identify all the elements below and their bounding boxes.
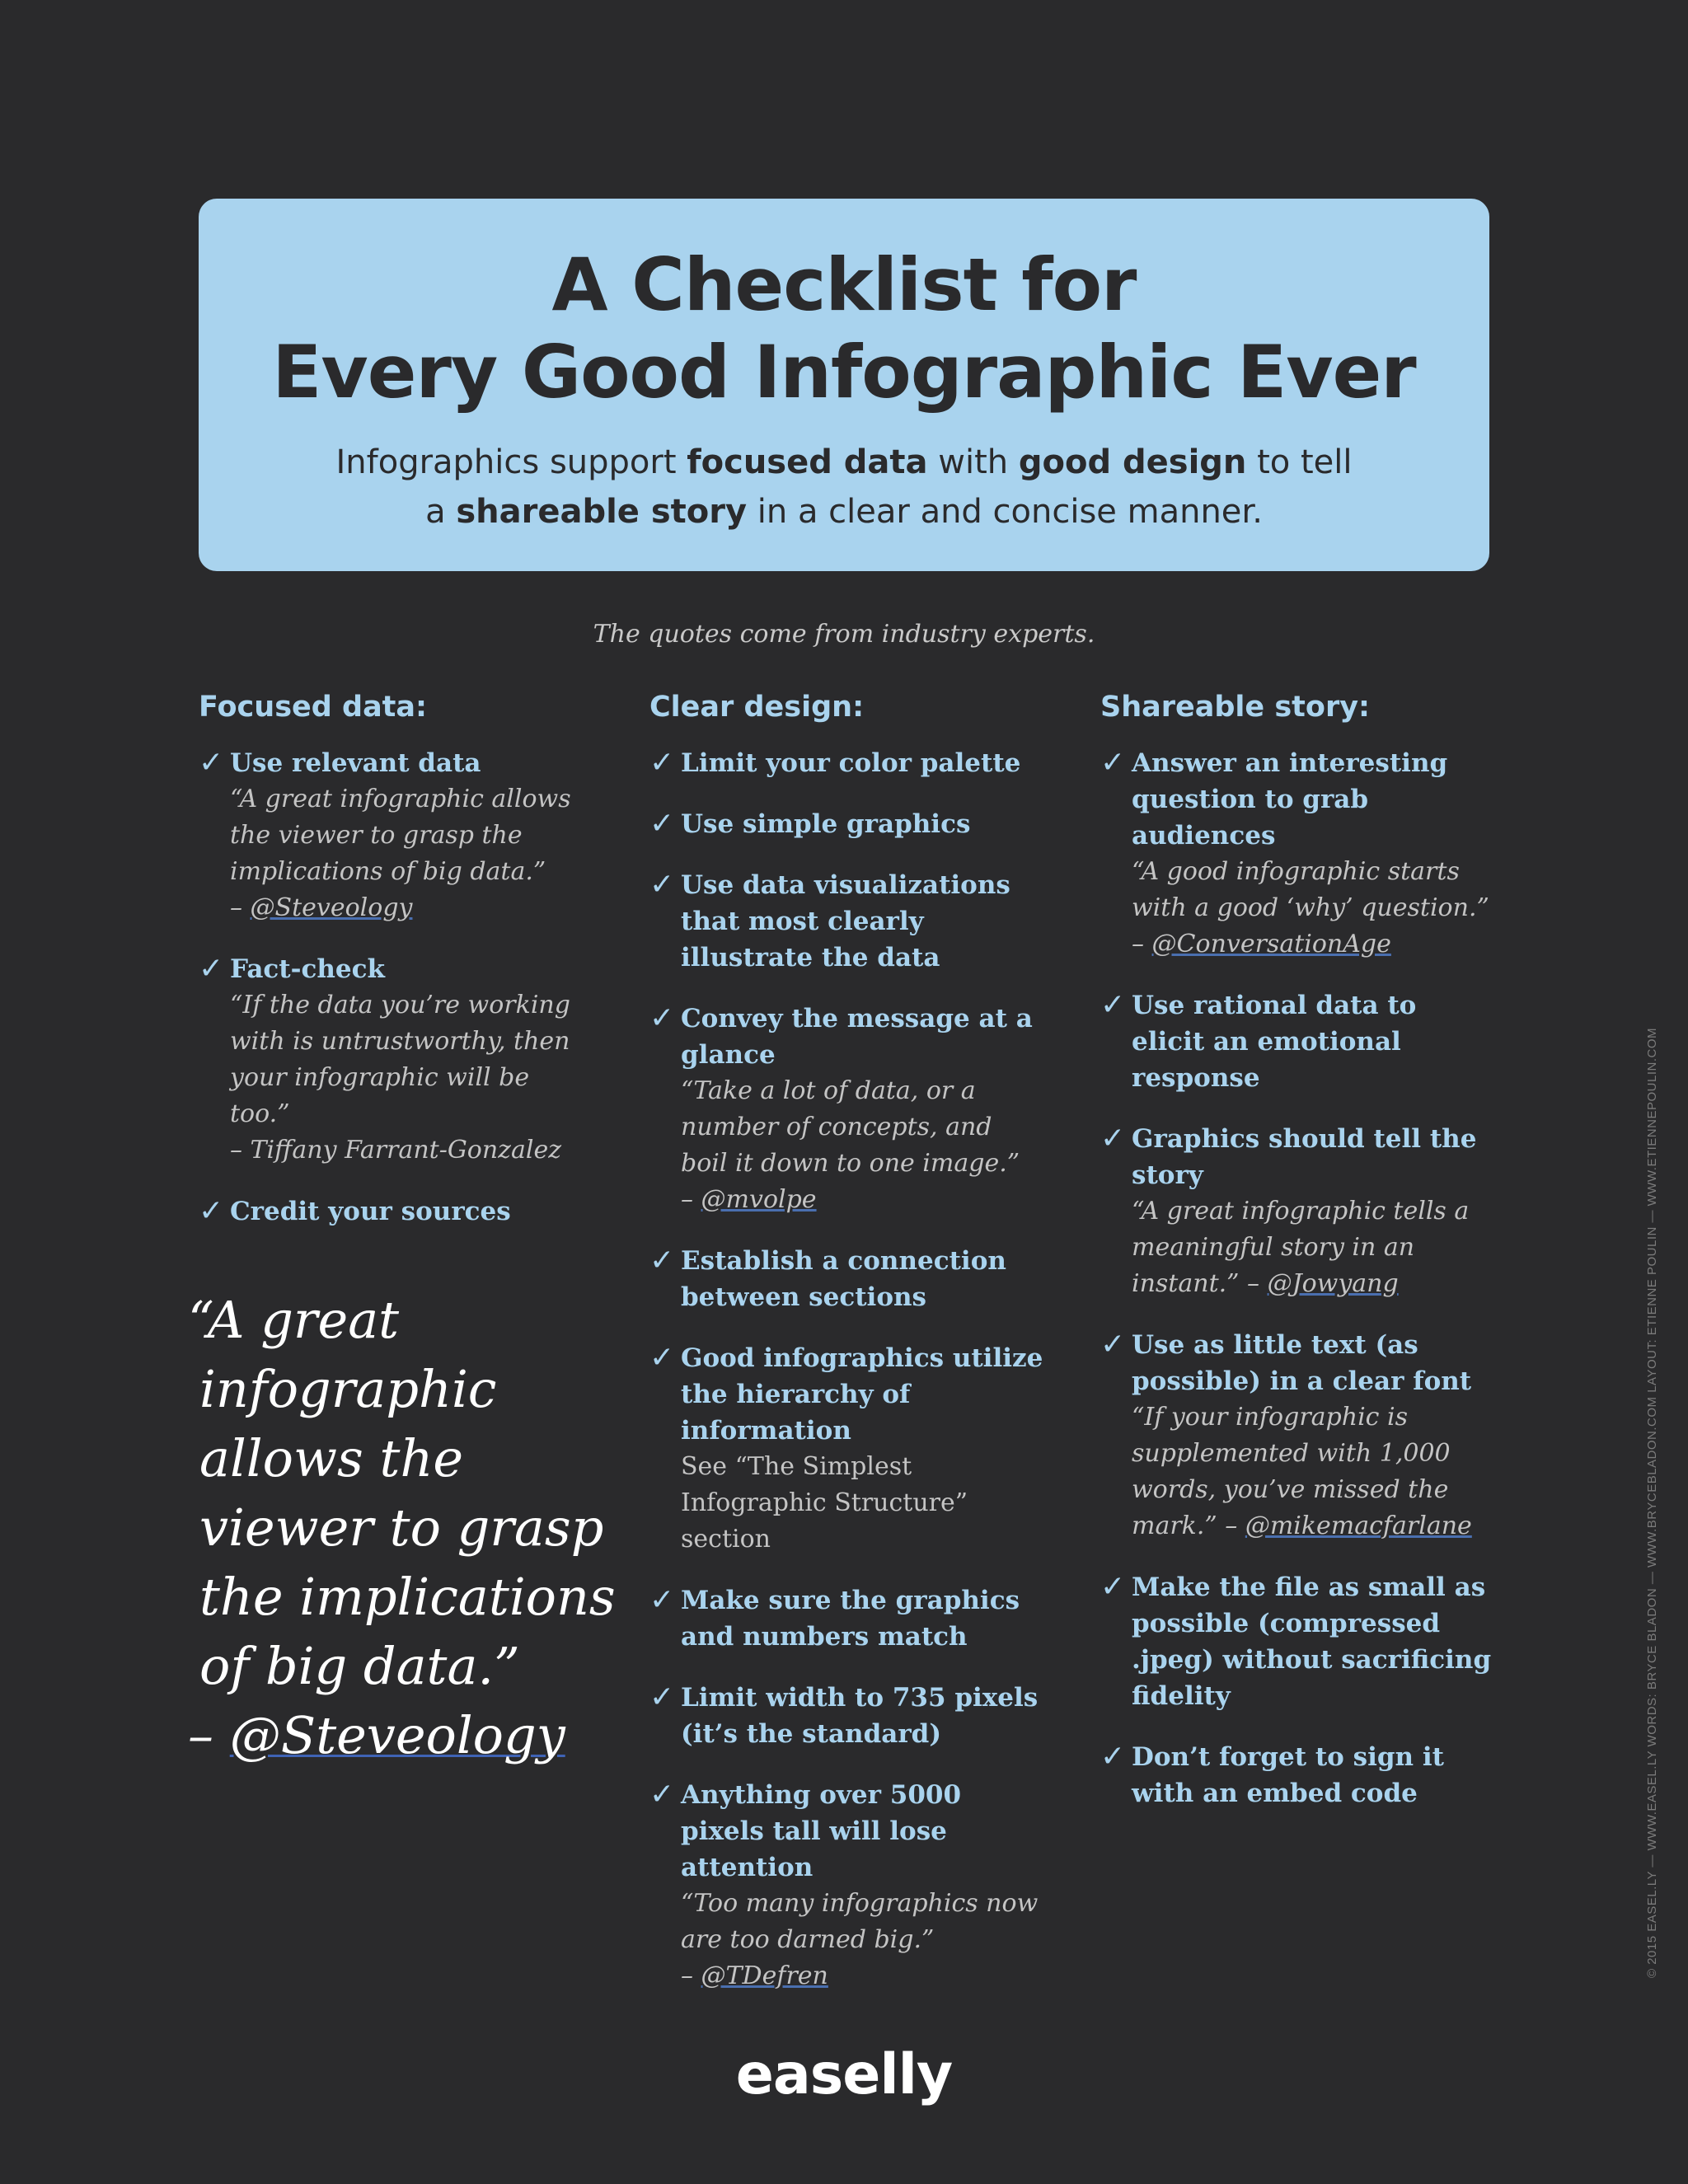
item-quote: “Too many infographics now are too darned big.” [681,1889,1039,1954]
attribution-dash: – [681,1961,701,1990]
subtitle-bold-text: focused data [687,443,928,481]
shareable-story-column [1100,691,1496,1836]
checkmark-icon: ✓ [1100,1328,1126,1361]
subtitle-line-1 [199,438,1489,487]
checkmark-icon: ✓ [649,1778,675,1811]
checkmark-icon: ✓ [649,1341,675,1375]
item-attribution [681,1958,1045,1994]
checklist-item [649,1243,1045,1315]
twitter-handle-link[interactable]: @Jowyang [1267,1269,1399,1298]
checklist-item [199,745,586,926]
checklist-item [649,1777,1045,1994]
item-attribution [1132,926,1496,963]
checklist-item [649,806,1045,842]
checkmark-icon: ✓ [199,1194,224,1228]
item-title: Convey the message at a glance [681,1004,1033,1070]
checkmark-icon: ✓ [1100,746,1126,780]
open-quote-mark: “ [188,1290,208,1350]
clear-design-column [649,691,1045,2019]
item-title: Make sure the graphics and numbers match [681,1586,1020,1652]
twitter-handle-link[interactable]: @Steveology [229,1705,565,1765]
item-attribution [681,1182,1045,1218]
item-title: Limit your color palette [681,748,1021,778]
item-note: See “The Simplest Infographic Structure” section [681,1452,968,1554]
checklist-item [649,1680,1045,1752]
twitter-handle-link[interactable]: @Steveology [250,893,413,922]
pull-quote-attribution [188,1705,565,1765]
item-title: Use simple graphics [681,809,971,839]
checkmark-icon: ✓ [649,746,675,780]
item-title: Credit your sources [230,1197,511,1226]
item-title: Use as little text (as possible) in a clear font [1132,1330,1472,1396]
item-quote: “If the data you’re working with is untrustworthy, then your infographic will be too.” [230,991,570,1128]
item-quote [1132,1399,1496,1544]
pull-quote [188,1286,649,1770]
item-title: Don’t forget to sign it with an embed code [1132,1742,1444,1808]
checklist-item [1100,987,1496,1096]
item-title: Use data visualizations that most clearly illustrate the data [681,870,1010,972]
twitter-handle-link[interactable]: @mikemacfarlane [1245,1511,1472,1540]
subtitle-text: a [425,493,457,531]
item-quote: “A great infographic allows the viewer to grasp the implications of big data.” [230,785,571,886]
item-title: Answer an interesting question to grab audiences [1132,748,1448,851]
twitter-handle-link[interactable]: @ConversationAge [1151,930,1391,958]
checklist-item [1100,1121,1496,1302]
checklist-item [649,1582,1045,1655]
subtitle-text: in a clear and concise manner. [747,493,1263,531]
checklist-item [199,951,586,1169]
checkmark-icon: ✓ [649,868,675,902]
page-subtitle [199,438,1489,537]
item-title: Fact-check [230,954,385,984]
checkmark-icon: ✓ [649,1680,675,1714]
twitter-handle-link[interactable]: @TDefren [701,1961,828,1990]
checkmark-icon: ✓ [199,746,224,780]
subtitle-bold-text: good design [1018,443,1247,481]
item-title: Make the file as small as possible (compressed .jpeg) without sacrificing fidelity [1132,1572,1492,1711]
checkmark-icon: ✓ [649,1244,675,1277]
pull-quote-text [188,1286,649,1701]
checklist-item [649,1001,1045,1218]
checkmark-icon: ✓ [1100,1122,1126,1155]
checklist-item [1100,1739,1496,1811]
subtitle-text: with [927,443,1019,481]
quote-text: “A great infographic tells a meaningful story in an instant.” – [1132,1197,1470,1298]
column-heading: Shareable story: [1100,691,1371,724]
item-title: Anything over 5000 pixels tall will lose attention [681,1780,962,1882]
checkmark-icon: ✓ [649,1001,675,1035]
credits-text: © 2015 EASEL.LY — WWW.EASEL.LY WORDS: BRYCE BLADON — WWW.BRYCEBLADON.COM LAYOUT: ETIENNE POULIN — WWW.ETIENNEPOULIN.COM [1645,1028,1659,1978]
subtitle-line-2 [199,487,1489,537]
checklist-item [199,1193,586,1230]
checkmark-icon: ✓ [649,1583,675,1617]
quotes-note: The quotes come from industry experts. [593,620,1095,649]
item-title: Graphics should tell the story [1132,1124,1477,1190]
column-heading: Focused data: [199,691,428,724]
checkmark-icon: ✓ [649,807,675,841]
item-title: Establish a connection between sections [681,1246,1006,1312]
title-line-1: A Checklist for [551,242,1137,327]
checkmark-icon: ✓ [1100,1740,1126,1774]
title-line-2: Every Good Infographic Ever [272,330,1416,415]
checklist-item [649,745,1045,781]
attribution-dash: – [681,1185,701,1214]
column-heading: Clear design: [649,691,865,724]
item-attribution [230,890,586,926]
easelly-logo: easelly [735,2042,953,2107]
attribution-dash: – [1132,930,1152,958]
item-quote [1132,1193,1496,1302]
page-title [199,241,1489,416]
item-title: Limit width to 735 pixels (it’s the standard) [681,1683,1039,1749]
focused-data-column [199,691,586,1254]
item-quote: “Take a lot of data, or a number of concepts, and boil it down to one image.” [681,1076,1020,1178]
checkmark-icon: ✓ [1100,1570,1126,1604]
checklist-item [1100,1569,1496,1714]
header-banner [199,199,1489,571]
subtitle-text: Infographics support [335,443,687,481]
item-attribution: – Tiffany Farrant-Gonzalez [230,1136,562,1165]
checklist-item [1100,745,1496,963]
quote-text: “If your infographic is supplemented with 1,000 words, you’ve missed the mark.” – [1132,1403,1451,1540]
checklist-item [649,867,1045,976]
twitter-handle-link[interactable]: @mvolpe [701,1185,817,1214]
attribution-dash: – [188,1705,230,1765]
item-title: Use rational data to elicit an emotional response [1132,991,1417,1093]
subtitle-bold-text: shareable story [456,493,748,531]
subtitle-text: to tell [1246,443,1353,481]
item-quote: “A good infographic starts with a good ‘why’ question.” [1132,857,1489,922]
attribution-dash: – [230,893,251,922]
checkmark-icon: ✓ [1100,988,1126,1022]
item-title: Good infographics utilize the hierarchy of information [681,1343,1043,1446]
checklist-item [649,1340,1045,1558]
pull-quote-body: A great infographic allows the viewer to grasp the implications of big data.” [199,1290,616,1696]
checklist-item [1100,1327,1496,1544]
item-title: Use relevant data [230,748,481,778]
checkmark-icon: ✓ [199,952,224,986]
